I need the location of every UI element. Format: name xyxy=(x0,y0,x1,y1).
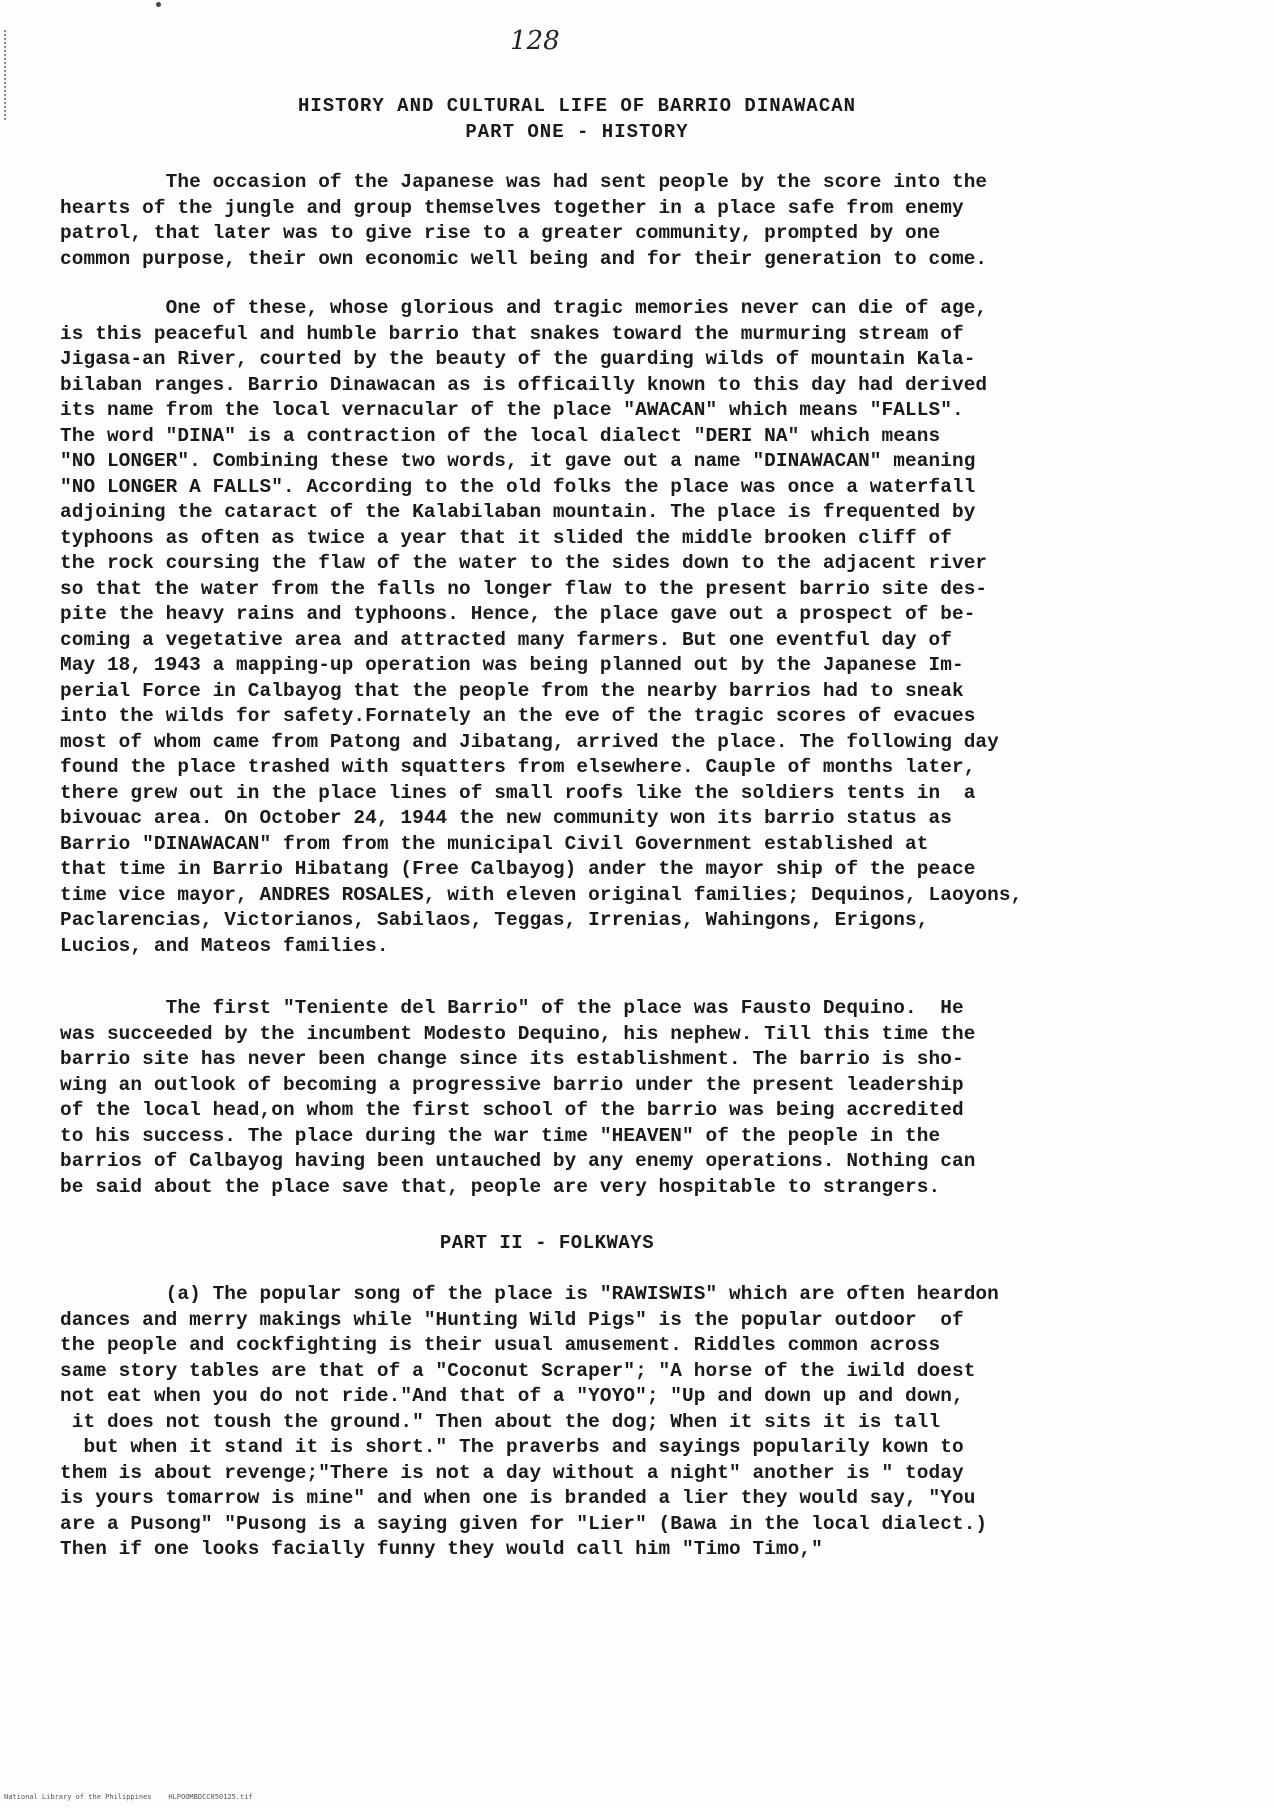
paragraph-1 xyxy=(60,170,1200,272)
text-line: Jigasa-an River, courted by the beauty of the guarding wilds of mountain Kala- xyxy=(60,348,976,370)
text-line: to his success. The place during the war time "HEAVEN" of the people in the xyxy=(60,1124,941,1147)
text-line: patrol, that later was to give rise to a greater community, prompted by one xyxy=(60,222,941,244)
paragraph-4 xyxy=(60,1282,1200,1563)
text-line: its name from the local vernacular of the place "AWACAN" which means "FALLS". xyxy=(60,399,964,421)
text-line: the rock coursing the flaw of the water to the sides down to the adjacent river xyxy=(60,552,988,574)
text-line: The word "DINA" is a contraction of the local dialect "DERI NA" which means xyxy=(60,424,941,447)
text-line: May 18, 1943 a mapping-up operation was being planned out by the Japanese Im- xyxy=(60,654,964,676)
text-line: (a) The popular song of the place is "RAWISWIS" which are often heardon xyxy=(60,1283,999,1305)
part-one-heading: PART ONE - HISTORY xyxy=(465,121,689,143)
text-line: "NO LONGER". Combining these two words, it gave out a name "DINAWACAN" meaning xyxy=(60,450,976,472)
text-line: same story tables are that of a "Coconut Scraper"; "A horse of the iwild doest xyxy=(60,1359,976,1382)
text-line: is yours tomarrow is mine" and when one is branded a lier they would say, "You xyxy=(60,1487,976,1509)
text-line: barrio site has never been change since its establishment. The barrio is sho- xyxy=(60,1048,964,1070)
text-line: is this peaceful and humble barrio that snakes toward the murmuring stream of xyxy=(60,322,964,345)
text-line: found the place trashed with squatters from elsewhere. Cauple of months later, xyxy=(60,756,976,778)
text-line: wing an outlook of becoming a progressive barrio under the present leadership xyxy=(60,1073,964,1096)
text-line: One of these, whose glorious and tragic memories never can die of age, xyxy=(60,297,988,319)
text-line: The first "Teniente del Barrio" of the place was Fausto Dequino. He xyxy=(60,997,964,1019)
paragraph-2 xyxy=(60,296,1200,959)
text-line: coming a vegetative area and attracted many farmers. But one eventful day of xyxy=(60,628,952,651)
text-line: them is about revenge;"There is not a day without a night" another is " today xyxy=(60,1461,964,1484)
text-line: of the local head,on whom the first school of the barrio was being accredited xyxy=(60,1099,964,1121)
text-line: that time in Barrio Hibatang (Free Calbayog) ander the mayor ship of the peace xyxy=(60,858,976,880)
part-two-heading: PART II - FOLKWAYS xyxy=(439,1232,655,1254)
text-line: it does not toush the ground." Then about the dog; When it sits it is tall xyxy=(60,1410,941,1433)
text-line: the people and cockfighting is their usual amusement. Riddles common across xyxy=(60,1334,941,1356)
document-title: HISTORY AND CULTURAL LIFE OF BARRIO DINAWACAN xyxy=(297,95,857,117)
page-number: 128 xyxy=(510,26,560,56)
text-line: pite the heavy rains and typhoons. Hence, the place gave out a prospect of be- xyxy=(60,603,976,625)
text-line: but when it stand it is short." The praverbs and sayings popularily kown to xyxy=(60,1436,964,1458)
text-line: adjoining the cataract of the Kalabilaban mountain. The place is frequented by xyxy=(60,501,976,523)
text-line: perial Force in Calbayog that the people from the nearby barrios had to sneak xyxy=(60,679,964,702)
text-line: Lucios, and Mateos families. xyxy=(60,934,389,957)
text-line: The occasion of the Japanese was had sent people by the score into the xyxy=(60,171,988,193)
text-line: barrios of Calbayog having been untauched by any enemy operations. Nothing can xyxy=(60,1150,976,1172)
text-line: "NO LONGER A FALLS". According to the old folks the place was once a waterfall xyxy=(60,475,976,498)
text-line: most of whom came from Patong and Jibatang, arrived the place. The following day xyxy=(60,730,999,753)
text-line: typhoons as often as twice a year that it slided the middle brooken cliff of xyxy=(60,526,952,549)
text-line: Barrio "DINAWACAN" from from the municipal Civil Government established at xyxy=(60,832,929,855)
text-line: time vice mayor, ANDRES ROSALES, with eleven original families; Dequinos, Laoyons, xyxy=(60,883,1023,906)
text-line: not eat when you do not ride."And that of a "YOYO"; "Up and down up and down, xyxy=(60,1385,964,1407)
text-line: common purpose, their own economic well being and for their generation to come. xyxy=(60,247,988,270)
text-line: bilaban ranges. Barrio Dinawacan as is officailly known to this day had derived xyxy=(60,373,988,396)
text-line: hearts of the jungle and group themselves together in a place safe from enemy xyxy=(60,196,964,219)
text-line: be said about the place save that, people are very hospitable to strangers. xyxy=(60,1175,941,1198)
text-line: Paclarencias, Victorianos, Sabilaos, Teggas, Irrenias, Wahingons, Erigons, xyxy=(60,909,929,931)
text-line: are a Pusong" "Pusong is a saying given for "Lier" (Bawa in the local dialect.) xyxy=(60,1512,988,1535)
scan-dot xyxy=(156,2,161,7)
paragraph-3 xyxy=(60,996,1200,1200)
scan-footer: National Library of the Philippines HLPOOMBDCC050125.tif xyxy=(4,1793,253,1801)
text-line: there grew out in the place lines of small roofs like the soldiers tents in a xyxy=(60,781,976,804)
text-line: was succeeded by the incumbent Modesto Dequino, his nephew. Till this time the xyxy=(60,1022,976,1045)
text-line: so that the water from the falls no longer flaw to the present barrio site des- xyxy=(60,577,988,600)
text-line: Then if one looks facially funny they would call him "Timo Timo," xyxy=(60,1538,823,1560)
text-line: bivouac area. On October 24, 1944 the new community won its barrio status as xyxy=(60,807,952,829)
text-line: dances and merry makings while "Hunting Wild Pigs" is the popular outdoor of xyxy=(60,1308,964,1331)
text-line: into the wilds for safety.Fornately an the eve of the tragic scores of evacues xyxy=(60,705,976,727)
